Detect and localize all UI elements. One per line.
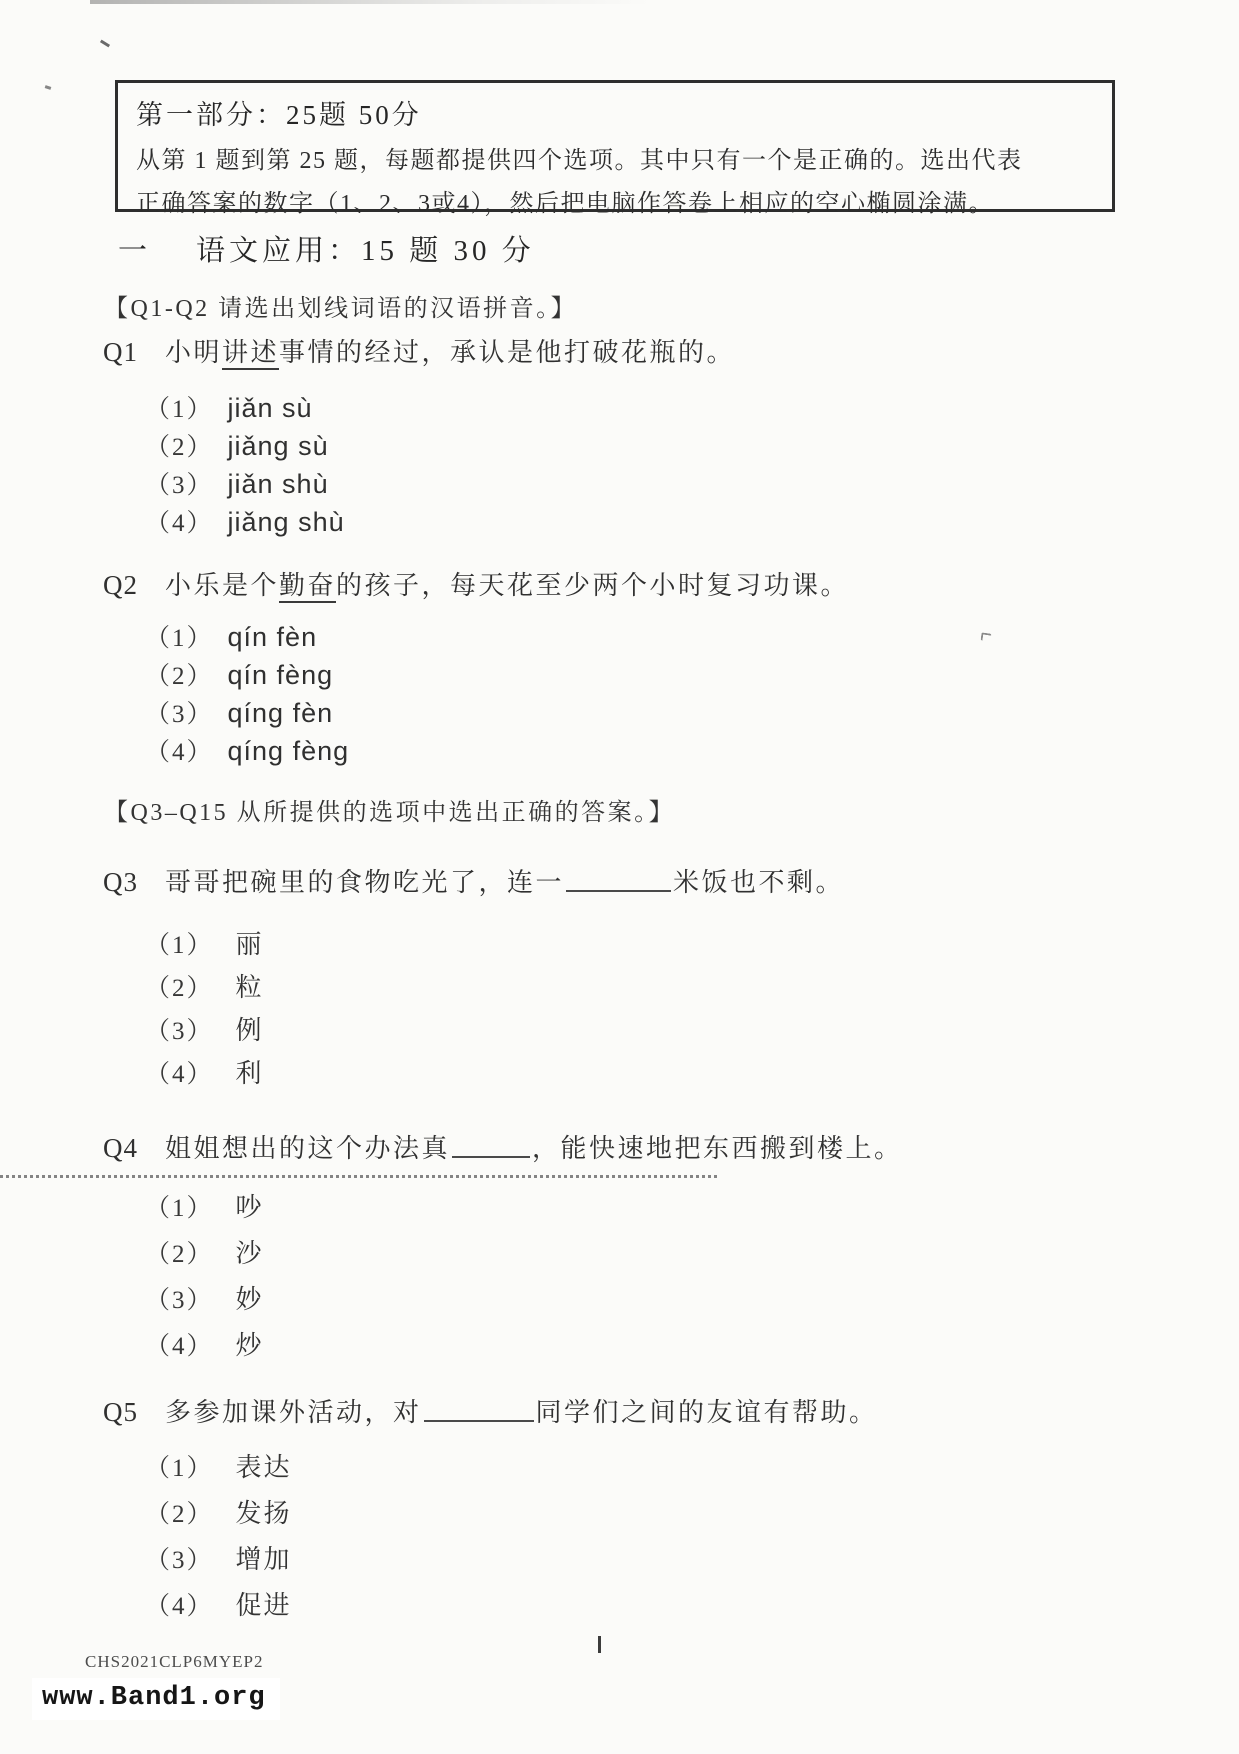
- option-number: （2）: [145, 1501, 214, 1528]
- options-list: [103, 1445, 1153, 1629]
- section-heading: [118, 228, 535, 269]
- option-label: 丽: [235, 930, 264, 959]
- question-text-post: ，能快速地把东西搬到楼上。: [532, 1134, 903, 1163]
- option-label: 妙: [235, 1285, 264, 1314]
- question-text-pre: 小明: [165, 338, 223, 367]
- option-label: 利: [235, 1059, 264, 1088]
- scan-artifact-speck: [45, 85, 52, 90]
- option-row: [145, 618, 1153, 656]
- question-number: Q4: [103, 1133, 138, 1163]
- option-row: [145, 427, 1153, 465]
- fill-in-blank: [424, 1420, 534, 1422]
- option-label: qíng fèng: [227, 736, 350, 766]
- option-row: [145, 1052, 1153, 1095]
- underlined-word: 讲述: [222, 338, 279, 370]
- option-number: （1）: [145, 932, 214, 959]
- section-number: 一: [118, 235, 150, 267]
- option-row: [145, 1277, 1153, 1323]
- option-label: 炒: [235, 1331, 264, 1360]
- question-text: [165, 1134, 903, 1163]
- option-number: （3）: [145, 472, 214, 499]
- option-number: （3）: [145, 1018, 214, 1045]
- option-row: [145, 1009, 1153, 1052]
- option-label: qíng fèn: [227, 698, 334, 728]
- option-number: （2）: [145, 434, 214, 461]
- question-text-post: 事情的经过，承认是他打破花瓶的。: [279, 338, 736, 367]
- option-number: （3）: [145, 1547, 214, 1574]
- option-number: （1）: [145, 625, 214, 652]
- option-label: jiǎn sù: [227, 393, 313, 423]
- option-label: 吵: [235, 1193, 264, 1222]
- options-list: [103, 389, 1153, 541]
- option-label: 沙: [235, 1239, 264, 1268]
- option-row: [145, 732, 1153, 770]
- option-label: 发扬: [235, 1499, 292, 1528]
- watermark-band1: www.Band1.org: [32, 1678, 280, 1720]
- option-label: jiǎn shù: [227, 469, 329, 499]
- option-row: [145, 1185, 1153, 1231]
- option-number: （4）: [145, 1061, 214, 1088]
- option-label: qín fèng: [227, 660, 334, 690]
- option-row: [145, 1491, 1153, 1537]
- question-number: Q3: [103, 867, 138, 897]
- question-text: [165, 571, 849, 603]
- option-number: （3）: [145, 701, 214, 728]
- question-text-pre: 姐姐想出的这个办法真: [165, 1134, 451, 1163]
- question-q4: [103, 1128, 1153, 1369]
- option-number: （2）: [145, 663, 214, 690]
- option-label: 增加: [235, 1545, 292, 1574]
- question-text-pre: 多参加课外活动，对: [165, 1398, 422, 1427]
- question-text-pre: 哥哥把碗里的食物吃光了，连一: [165, 868, 565, 897]
- paper-code: CHS2021CLP6MYEP2: [85, 1652, 264, 1671]
- option-row: [145, 1445, 1153, 1491]
- option-label: 表达: [235, 1453, 292, 1482]
- instruction-q1-q2: 【Q1-Q2 请选出划线词语的汉语拼音。】: [104, 296, 578, 322]
- question-q2: [103, 565, 1153, 770]
- question-text-post: 米饭也不剩。: [673, 868, 845, 897]
- option-number: （1）: [145, 1455, 214, 1482]
- instructions-line-1: 从第 1 题到第 25 题，每题都提供四个选项。其中只有一个是正确的。选出代表: [136, 148, 1023, 174]
- question-q5: [103, 1392, 1153, 1629]
- option-row: [145, 1323, 1153, 1369]
- question-number: Q5: [103, 1397, 138, 1427]
- question-q3: [103, 862, 1153, 1095]
- option-number: （1）: [145, 396, 214, 423]
- option-row: [145, 694, 1153, 732]
- question-text: [165, 868, 844, 897]
- option-row: [145, 1231, 1153, 1277]
- option-number: （2）: [145, 1241, 214, 1268]
- scan-artifact-speck: [100, 40, 110, 48]
- scan-artifact-dotted-line: [0, 1175, 718, 1178]
- option-label: jiǎng sù: [227, 431, 329, 461]
- option-row: [145, 656, 1153, 694]
- scan-artifact-tick: [598, 1636, 601, 1653]
- fill-in-blank: [566, 890, 671, 892]
- option-number: （4）: [145, 739, 214, 766]
- option-row: [145, 1537, 1153, 1583]
- options-list: [103, 1185, 1153, 1369]
- option-row: [145, 465, 1153, 503]
- question-number: Q1: [103, 337, 138, 367]
- option-label: 促进: [235, 1591, 292, 1620]
- instruction-q3-q15: 【Q3–Q15 从所提供的选项中选出正确的答案。】: [104, 800, 676, 826]
- scan-artifact-top-streak: [90, 0, 650, 4]
- option-number: （4）: [145, 1333, 214, 1360]
- option-number: （2）: [145, 975, 214, 1002]
- option-label: 粒: [235, 973, 264, 1002]
- question-text-post: 的孩子，每天花至少两个小时复习功课。: [336, 571, 850, 600]
- question-text: [165, 1398, 878, 1427]
- options-list: [103, 618, 1153, 770]
- option-row: [145, 923, 1153, 966]
- underlined-word: 勤奋: [279, 571, 336, 603]
- option-row: [145, 389, 1153, 427]
- option-row: [145, 966, 1153, 1009]
- option-number: （4）: [145, 510, 214, 537]
- question-text-pre: 小乐是个: [165, 571, 280, 600]
- question-text-post: 同学们之间的友谊有帮助。: [535, 1398, 878, 1427]
- option-row: [145, 1583, 1153, 1629]
- instructions-line-2: 正确答案的数字（1、2、3或4），然后把电脑作答卷上相应的空心椭圆涂满。: [136, 191, 994, 217]
- part-title: 第一部分：25题 50分: [136, 100, 422, 130]
- section-title: 语文应用：15 题 30 分: [196, 235, 535, 267]
- option-row: [145, 503, 1153, 541]
- fill-in-blank: [452, 1156, 530, 1158]
- option-label: 例: [235, 1016, 264, 1045]
- question-text: [165, 338, 735, 370]
- option-number: （3）: [145, 1287, 214, 1314]
- option-label: jiǎng shù: [227, 507, 345, 537]
- option-number: （4）: [145, 1593, 214, 1620]
- options-list: [103, 923, 1153, 1095]
- section-instructions-box: [115, 80, 1115, 217]
- option-label: qín fèn: [227, 622, 318, 652]
- option-number: （1）: [145, 1195, 214, 1222]
- question-number: Q2: [103, 570, 138, 600]
- question-q1: [103, 332, 1153, 541]
